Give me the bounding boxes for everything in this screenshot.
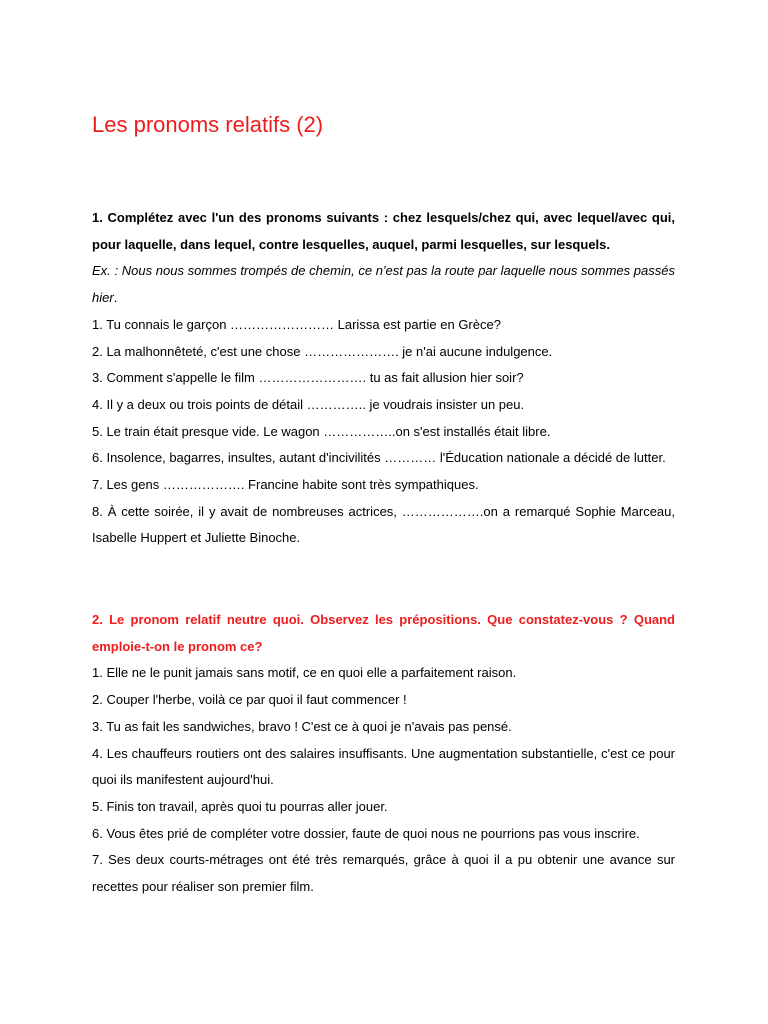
- list-item: 8. À cette soirée, il y avait de nombreuses actrices, ……………….on a remarqué Sophie Marceau, Isabelle Huppert et Juliette Binoche.: [92, 503, 675, 546]
- list-item: 5. Finis ton travail, après quoi tu pourras aller jouer.: [92, 798, 388, 814]
- list-item: 3. Comment s'appelle le film ……………………. tu as fait allusion hier soir?: [92, 370, 524, 386]
- exercise-1-example: [92, 258, 675, 311]
- list-item: 2. Couper l'herbe, voilà ce par quoi il faut commencer !: [92, 692, 407, 708]
- exercise-1-instruction: 1. Complétez avec l'un des pronoms suivants : chez lesquels/chez qui, avec lequel/avec qui, pour laquelle, dans lequel, contre lesquelles, auquel, parmi lesquelles, sur lesquels.: [92, 210, 675, 252]
- list-item: 2. La malhonnêteté, c'est une chose …………………. je n'ai aucune indulgence.: [92, 343, 553, 359]
- list-item: 4. Il y a deux ou trois points de détail ………….. je voudrais insister un peu.: [92, 396, 525, 412]
- list-item: 3. Tu as fait les sandwiches, bravo ! C'est ce à quoi je n'avais pas pensé.: [92, 718, 512, 734]
- example-text: Ex. : Nous nous sommes trompés de chemin, ce n'est pas la route par laquelle nous sommes passés hier: [92, 263, 675, 306]
- list-item: 6. Insolence, bagarres, insultes, autant d'incivilités ………… l'Éducation nationale a décidé de lutter.: [92, 450, 666, 466]
- list-item: 7. Les gens ………………. Francine habite sont très sympathiques.: [92, 477, 479, 493]
- list-item: 1. Elle ne le punit jamais sans motif, ce en quoi elle a parfaitement raison.: [92, 665, 517, 681]
- exercise-2-instruction: 2. Le pronom relatif neutre quoi. Observez les prépositions. Que constatez-vous ? Quand emploie-t-on le pronom ce?: [92, 612, 675, 654]
- list-item: 5. Le train était presque vide. Le wagon ……………..on s'est installés était libre.: [92, 423, 551, 439]
- example-end: .: [113, 290, 118, 306]
- exercise-2: [92, 607, 675, 901]
- list-item: 7. Ses deux courts-métrages ont été très remarqués, grâce à quoi il a pu obtenir une avance sur recettes pour réaliser son premier film.: [92, 852, 675, 895]
- list-item: 1. Tu connais le garçon …………………… Larissa est partie en Grèce?: [92, 316, 501, 332]
- exercise-1: [92, 205, 675, 552]
- list-item: 4. Les chauffeurs routiers ont des salaires insuffisants. Une augmentation substantielle, c'est ce pour quoi ils manifestent aujourd'hui.: [92, 745, 675, 788]
- page-title: Les pronoms relatifs (2): [92, 112, 324, 137]
- list-item: 6. Vous êtes prié de compléter votre dossier, faute de quoi nous ne pourrions pas vous inscrire.: [92, 825, 640, 841]
